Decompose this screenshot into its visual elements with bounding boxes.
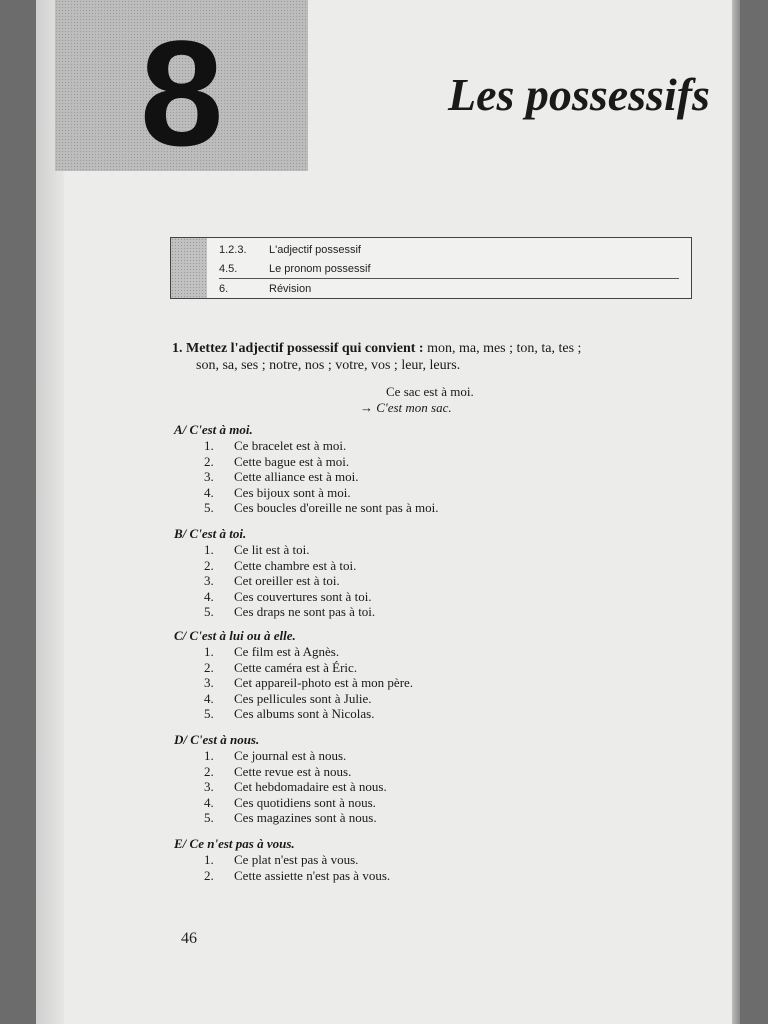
contents-label: Le pronom possessif (269, 263, 371, 275)
list-item: 2. Cette assiette n'est pas à vous. (204, 867, 391, 883)
section-heading: D/ C'est à nous. (174, 732, 260, 747)
list-item: 5. Ces boucles d'oreille ne sont pas à moi. (204, 500, 439, 515)
section-heading: B/ C'est à toi. (174, 526, 247, 541)
list-item: 5. Ces draps ne sont pas à toi. (204, 604, 376, 619)
example-answer: → C'est mon sac. (360, 400, 452, 415)
list-item: 1. Ce lit est à toi. (204, 542, 310, 557)
list-item: 3. Cet oreiller est à toi. (204, 573, 340, 588)
list-item: 4. Ces pellicules sont à Julie. (204, 690, 372, 706)
contents-ref: 4.5. (219, 263, 238, 275)
list-item: 1. Ce film est à Agnès. (204, 644, 340, 659)
list-item: 4. Ces couvertures sont à toi. (204, 588, 372, 604)
list-item: 2. Cette chambre est à toi. (204, 557, 357, 573)
contents-row (219, 259, 679, 279)
sentence-list (174, 748, 594, 826)
exercise-instruction (172, 340, 702, 374)
section-a (174, 422, 594, 516)
list-item: 2. Cette bague est à moi. (204, 453, 350, 469)
section-d (174, 732, 594, 826)
possessive-list-1: mon, ma, mes ; ton, ta, tes ; (427, 341, 582, 356)
chapter-title: Les possessifs (448, 69, 710, 120)
sentence-list (174, 644, 594, 722)
list-item: 1. Ce plat n'est pas à vous. (204, 852, 359, 867)
chapter-number: 8 (140, 9, 220, 177)
contents-ref: 6. (219, 283, 229, 295)
list-item: 3. Cet appareil-photo est à mon père. (204, 675, 414, 690)
contents-label: Révision (269, 283, 312, 295)
section-c (174, 628, 594, 722)
sentence-list (174, 542, 594, 620)
list-item: 2. Cette revue est à nous. (204, 763, 352, 779)
possessive-list-2: son, sa, ses ; notre, nos ; votre, vos ; leur, leurs. (196, 358, 461, 373)
page-edge-shadow (732, 0, 740, 1024)
section-heading: A/ C'est à moi. (174, 422, 253, 437)
list-item: 1. Ce journal est à nous. (204, 748, 347, 763)
list-item: 5. Ces magazines sont à nous. (204, 810, 377, 825)
contents-row (219, 240, 679, 260)
example-block (360, 384, 560, 416)
contents-ref: 1.2.3. (219, 244, 247, 256)
contents-row (219, 278, 679, 299)
list-item: 4. Ces quotidiens sont à nous. (204, 794, 376, 810)
section-heading: C/ C'est à lui ou à elle. (174, 628, 296, 643)
contents-shade (171, 238, 207, 298)
section-heading: E/ Ce n'est pas à vous. (174, 836, 295, 851)
list-item: 5. Ces albums sont à Nicolas. (204, 706, 375, 721)
page-number: 46 (181, 930, 197, 947)
list-item: 3. Cette alliance est à moi. (204, 469, 359, 484)
section-e (174, 836, 594, 883)
list-item: 4. Ces bijoux sont à moi. (204, 484, 351, 500)
exercise-number: 1. (172, 341, 183, 356)
chapter-contents-box (170, 237, 692, 299)
example-sentence: Ce sac est à moi. (386, 384, 474, 399)
list-item: 3. Cet hebdomadaire est à nous. (204, 779, 387, 794)
list-item: 2. Cette caméra est à Éric. (204, 659, 358, 675)
instruction-text: Mettez l'adjectif possessif qui convient : (186, 341, 424, 356)
contents-label: L'adjectif possessif (269, 244, 361, 256)
list-item: 1. Ce bracelet est à moi. (204, 438, 347, 453)
sentence-list (174, 852, 594, 883)
sentence-list (174, 438, 594, 516)
section-b (174, 526, 594, 620)
